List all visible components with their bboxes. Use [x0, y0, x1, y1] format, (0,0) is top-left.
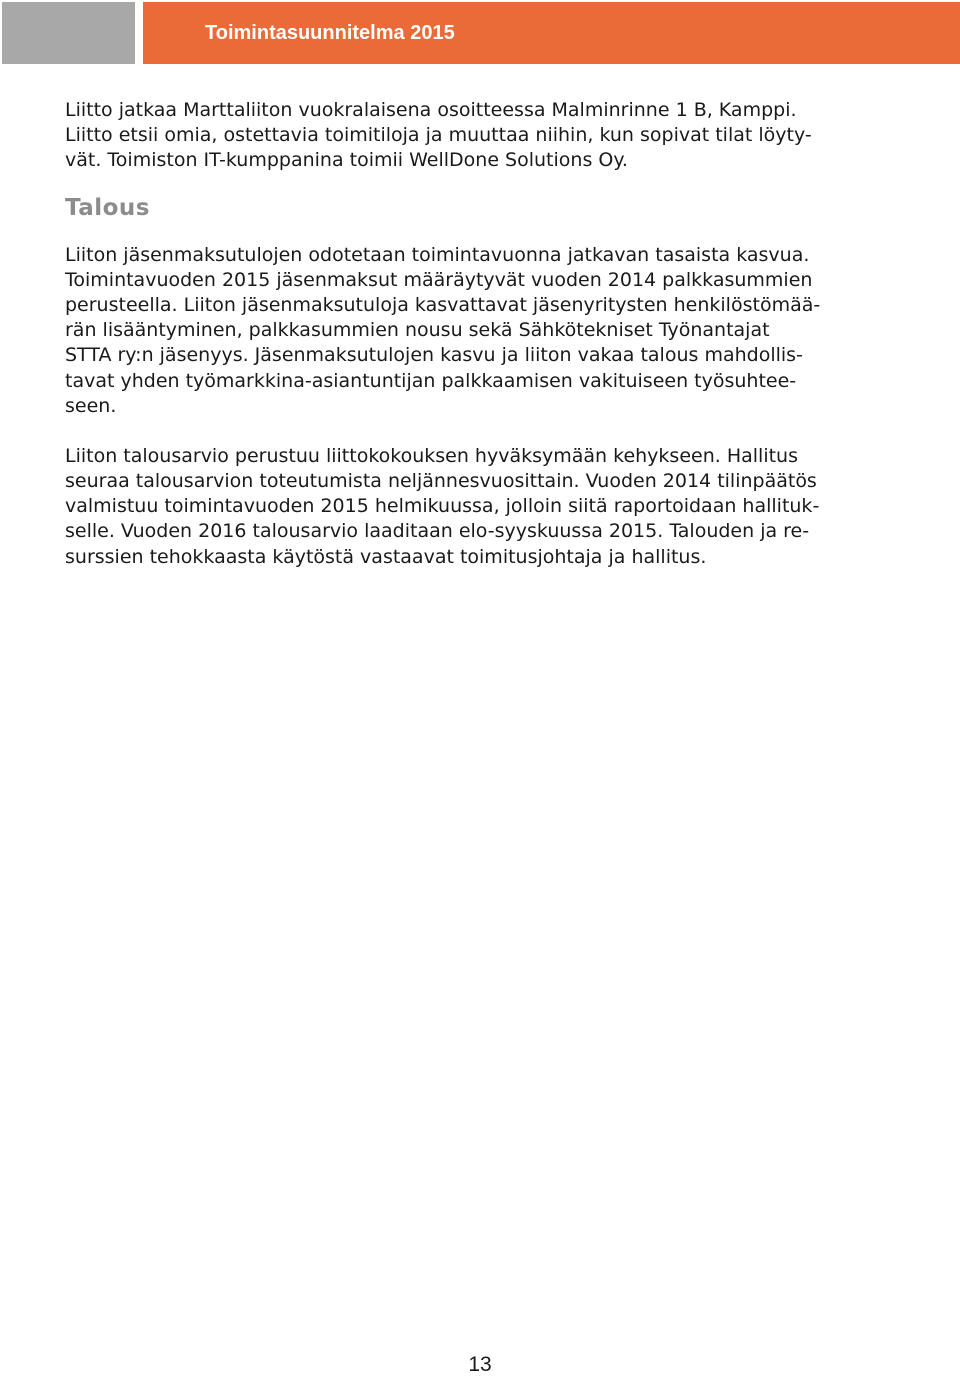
document-title: Toimintasuunnitelma 2015	[205, 22, 455, 44]
paragraph-budget	[65, 444, 895, 570]
text-line: vät. Toimiston IT-kumppanina toimii WellDone Solutions Oy.	[65, 149, 628, 172]
text-line: Liitto etsii omia, ostettavia toimitiloja ja muuttaa niihin, kun sopivat tilat löyty-	[65, 124, 812, 147]
paragraph-membership-fees	[65, 243, 895, 419]
section-heading-talous: Talous	[65, 194, 150, 221]
text-line: rän lisääntyminen, palkkasummien nousu sekä Sähkötekniset Työnantajat	[65, 319, 770, 342]
text-line: Toimintavuoden 2015 jäsenmaksut määräytyvät vuoden 2014 palkkasummien	[65, 268, 813, 291]
text-line: surssien tehokkaasta käytöstä vastaavat toimitusjohtaja ja hallitus.	[65, 545, 707, 568]
text-line: Liitto jatkaa Marttaliiton vuokralaisena osoitteessa Malminrinne 1 B, Kamppi.	[65, 99, 797, 121]
text-line: seen.	[65, 394, 117, 417]
text-line: perusteella. Liiton jäsenmaksutuloja kasvattavat jäsenyritysten henkilöstömää-	[65, 293, 821, 316]
text-line: tavat yhden työmarkkina-asiantuntijan palkkaamisen vakituiseen työsuhtee-	[65, 369, 797, 392]
paragraph-office	[65, 98, 895, 174]
text-line: STTA ry:n jäsenyys. Jäsenmaksutulojen kasvu ja liiton vakaa talous mahdollis-	[65, 344, 803, 367]
text-line: selle. Vuoden 2016 talousarvio laaditaan elo-syyskuussa 2015. Talouden ja re-	[65, 520, 810, 543]
page-number: 13	[468, 1353, 492, 1376]
header-gray-block	[2, 2, 135, 64]
text-line: Liiton jäsenmaksutulojen odotetaan toimintavuonna jatkavan tasaista kasvua.	[65, 243, 810, 266]
text-line: Liiton talousarvio perustuu liittokokouksen hyväksymään kehykseen. Hallitus	[65, 444, 798, 467]
text-line: seuraa talousarvion toteutumista neljännesvuosittain. Vuoden 2014 tilinpäätös	[65, 470, 817, 493]
page-content	[65, 98, 895, 570]
text-line: valmistuu toimintavuoden 2015 helmikuussa, jolloin siitä raportoidaan hallituk-	[65, 495, 820, 518]
